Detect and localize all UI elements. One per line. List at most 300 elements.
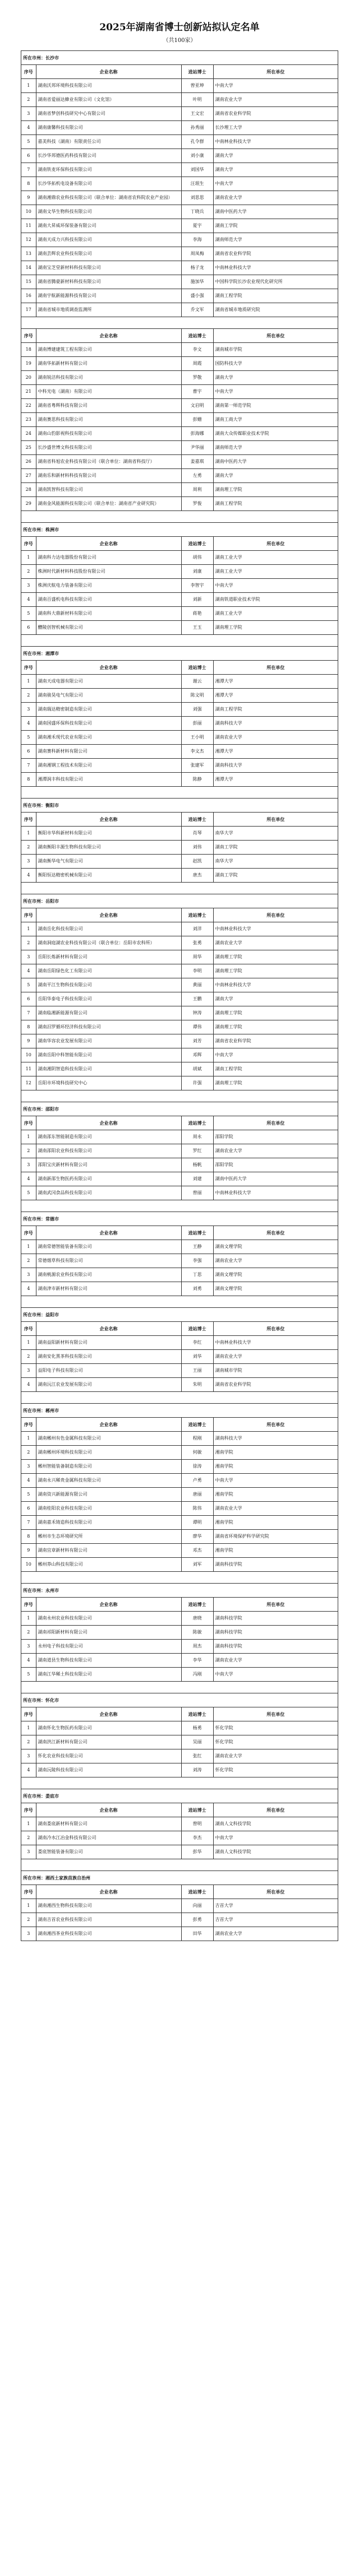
institution-name: 湘南学院 <box>213 1460 338 1474</box>
row-number: 18 <box>21 343 36 357</box>
row-number: 19 <box>21 357 36 371</box>
institution-name: 湖南农业大学 <box>213 1927 338 1941</box>
enterprise-name: 娄底智能装备有限公司 <box>36 1845 181 1859</box>
enterprise-name: 湖南吉首农业科技有限公司 <box>36 1913 181 1927</box>
institution-name: 中南大学 <box>213 579 338 593</box>
table-row <box>21 163 338 177</box>
table-row <box>21 1927 338 1941</box>
doctor-name: 李红 <box>181 1336 213 1350</box>
doctor-name: 丁晓兵 <box>181 205 213 219</box>
table-row <box>21 469 338 483</box>
enterprise-name: 湖南衡阳丰源生物科技有限公司 <box>36 841 181 855</box>
row-number: 21 <box>21 385 36 399</box>
table-row <box>21 219 338 233</box>
enterprise-name: 湖南宜章新材料有限公司 <box>36 1544 181 1558</box>
header-doctor: 进站博士 <box>181 908 213 922</box>
doctor-name: 盛小强 <box>181 289 213 303</box>
institution-name: 中南林业科技大学 <box>213 135 338 149</box>
row-number: 1 <box>21 1130 36 1144</box>
header-enterprise: 企业名称 <box>36 65 181 79</box>
doctor-name: 胡斌 <box>181 1062 213 1076</box>
header-institution: 所在单位 <box>213 1885 338 1899</box>
enterprise-name: 湖南省城市地质调查监测所 <box>36 303 181 317</box>
enterprise-name: 湖南文华生物科技有限公司 <box>36 205 181 219</box>
section-spacer <box>21 1572 338 1584</box>
table-row <box>21 1502 338 1516</box>
row-number: 5 <box>21 1668 36 1682</box>
header-doctor: 进站博士 <box>181 1803 213 1817</box>
column-header-row <box>21 1707 338 1721</box>
table-row <box>21 607 338 621</box>
row-number: 4 <box>21 1763 36 1777</box>
institution-name: 湖南大学 <box>213 992 338 1006</box>
section-spacer <box>21 511 338 523</box>
doctor-name: 王小明 <box>181 731 213 745</box>
column-header-row <box>21 1418 338 1432</box>
table-row <box>21 1378 338 1392</box>
doctor-name: 曾丽 <box>181 1186 213 1200</box>
table-row <box>21 247 338 261</box>
enterprise-name: 湖南郴州有色金属科技有限公司 <box>36 1432 181 1446</box>
header-doctor: 进站博士 <box>181 813 213 827</box>
table-row <box>21 1446 338 1460</box>
table-row <box>21 1488 338 1502</box>
table-row <box>21 1721 338 1735</box>
enterprise-name: 湖南芸辉农业科技有限公司 <box>36 247 181 261</box>
enterprise-name: 湖南宝芝堂新材料科技有限公司 <box>36 261 181 275</box>
header-enterprise: 企业名称 <box>36 1226 181 1240</box>
table-row <box>21 135 338 149</box>
section-city-label: 所在市州：邵阳市 <box>21 1102 338 1116</box>
table-row <box>21 689 338 703</box>
table-row <box>21 357 338 371</box>
doctor-name: 彭勇 <box>181 1913 213 1927</box>
doctor-name: 李强 <box>181 1254 213 1268</box>
enterprise-name: 湖南桃源农业科技有限公司 <box>36 1268 181 1282</box>
row-number: 23 <box>21 413 36 427</box>
table-row <box>21 759 338 773</box>
row-number: 4 <box>21 121 36 135</box>
doctor-name: 周永 <box>181 1130 213 1144</box>
enterprise-name: 长沙华邦德医药科技有限公司 <box>36 149 181 163</box>
row-number: 1 <box>21 922 36 936</box>
row-number: 1 <box>21 79 36 93</box>
doctor-name: 卢勇 <box>181 1474 213 1488</box>
table-row <box>21 1763 338 1777</box>
column-header-row <box>21 1598 338 1612</box>
table-row <box>21 950 338 964</box>
enterprise-name: 湖南新邵生物医药有限公司 <box>36 1172 181 1186</box>
table-row <box>21 579 338 593</box>
table-row <box>21 1817 338 1831</box>
enterprise-name: 湖南邵阳农业科技有限公司 <box>36 1144 181 1158</box>
doctor-name: 尹华丽 <box>181 441 213 455</box>
enterprise-name: 湖南永州农业科技有限公司 <box>36 1612 181 1626</box>
doctor-name: 文启明 <box>181 399 213 413</box>
enterprise-name: 湖南洞庭湖农业科技有限公司（联合单位：岳阳市农科所） <box>36 936 181 950</box>
spacer-cell <box>21 511 338 523</box>
column-header-row <box>21 329 338 343</box>
enterprise-name: 长沙盛世博文科技有限公司 <box>36 441 181 455</box>
doctor-name: 罗俊 <box>181 497 213 511</box>
institution-name: 中南林业科技大学 <box>213 261 338 275</box>
table-row <box>21 1282 338 1296</box>
enterprise-name: 湖南衡华电气有限公司 <box>36 855 181 869</box>
table-row <box>21 1899 338 1913</box>
institution-name: 湖南大学 <box>213 149 338 163</box>
institution-name: 中南大学 <box>213 1668 338 1682</box>
institution-name: 湖南人文科技学院 <box>213 1845 338 1859</box>
doctor-name: 罗红 <box>181 1144 213 1158</box>
doctor-name: 周霞 <box>181 357 213 371</box>
enterprise-name: 湖南祁阳新材料有限公司 <box>36 1626 181 1640</box>
table-row <box>21 1172 338 1186</box>
institution-name: 湖南文理学院 <box>213 1268 338 1282</box>
institution-name: 湖南科技学院 <box>213 1612 338 1626</box>
doctor-name: 陈文明 <box>181 689 213 703</box>
doctor-name: 刘建 <box>181 1172 213 1186</box>
section-spacer <box>21 1296 338 1308</box>
header-doctor: 进站博士 <box>181 1418 213 1432</box>
institution-name: 湘潭大学 <box>213 745 338 759</box>
table-row <box>21 869 338 883</box>
table-row <box>21 1158 338 1172</box>
enterprise-name: 湖南湘阴智造科技有限公司 <box>36 1062 181 1076</box>
institution-name: 湖南中医药大学 <box>213 455 338 469</box>
enterprise-name: 湖南冷水江冶金科技有限公司 <box>36 1831 181 1845</box>
row-number: 4 <box>21 964 36 978</box>
institution-name: 湖南科技学院 <box>213 1640 338 1654</box>
doctor-name: 向丽 <box>181 1899 213 1913</box>
doctor-name: 谢云 <box>181 675 213 689</box>
row-number: 10 <box>21 1048 36 1062</box>
row-number: 22 <box>21 399 36 413</box>
institution-name: 湖南理工学院 <box>213 621 338 635</box>
institution-name: 湖南工业大学 <box>213 551 338 565</box>
section-spacer <box>21 1392 338 1404</box>
section-header <box>21 799 338 813</box>
institution-name: 湖南大学 <box>213 163 338 177</box>
enterprise-name: 湖南安化黑茶科技有限公司 <box>36 1350 181 1364</box>
table-row <box>21 1749 338 1763</box>
enterprise-name: 湖南资兴新能源有限公司 <box>36 1488 181 1502</box>
section-city-label: 所在市州：永州市 <box>21 1584 338 1598</box>
table-row <box>21 441 338 455</box>
row-number: 3 <box>21 1268 36 1282</box>
row-number: 15 <box>21 275 36 289</box>
header-doctor: 进站博士 <box>181 1598 213 1612</box>
enterprise-name: 湖南省粤辉科技有限公司 <box>36 399 181 413</box>
doctor-name: 唐晓 <box>181 1612 213 1626</box>
section-header <box>21 1871 338 1885</box>
enterprise-name: 湖南山豹影视科技有限公司 <box>36 427 181 441</box>
table-row <box>21 483 338 497</box>
institution-name: 湖南省农业科学院 <box>213 1034 338 1048</box>
row-number: 11 <box>21 1062 36 1076</box>
doctor-name: 张勇 <box>181 936 213 950</box>
row-number: 2 <box>21 1350 36 1364</box>
institution-name: 湖南工程学院 <box>213 1062 338 1076</box>
document-subtitle: （共100家） <box>163 38 196 44</box>
row-number: 4 <box>21 593 36 607</box>
row-number: 2 <box>21 936 36 950</box>
row-number: 4 <box>21 1378 36 1392</box>
header-institution: 所在单位 <box>213 1116 338 1130</box>
doctor-name: 杨子龙 <box>181 261 213 275</box>
row-number: 8 <box>21 1020 36 1034</box>
institution-name: 湖南工商大学 <box>213 413 338 427</box>
row-number: 17 <box>21 303 36 317</box>
institution-name: 湖南人文科技学院 <box>213 1817 338 1831</box>
doctor-name: 彭丽 <box>181 717 213 731</box>
institution-name: 怀化学院 <box>213 1721 338 1735</box>
table-row <box>21 107 338 121</box>
row-number: 2 <box>21 689 36 703</box>
row-number: 29 <box>21 497 36 511</box>
row-number: 6 <box>21 1502 36 1516</box>
enterprise-name: 湖南湘钢工程技术有限公司 <box>36 759 181 773</box>
row-number: 3 <box>21 855 36 869</box>
spacer-cell <box>21 1392 338 1404</box>
enterprise-name: 湖南洪江新材料有限公司 <box>36 1735 181 1749</box>
row-number: 5 <box>21 978 36 992</box>
table-row <box>21 343 338 357</box>
header-enterprise: 企业名称 <box>36 813 181 827</box>
table-row <box>21 1460 338 1474</box>
table-row <box>21 1845 338 1859</box>
header-institution: 所在单位 <box>213 1322 338 1336</box>
doctor-name: 陈静 <box>181 773 213 787</box>
row-number: 25 <box>21 441 36 455</box>
table-row <box>21 1144 338 1158</box>
table-row <box>21 497 338 511</box>
row-number: 12 <box>21 233 36 247</box>
row-number: 9 <box>21 1544 36 1558</box>
institution-name: 湖南农业大学 <box>213 731 338 745</box>
enterprise-name: 湖南省爱丽达蜂业有限公司（文化馆） <box>36 93 181 107</box>
row-number: 5 <box>21 135 36 149</box>
header-doctor: 进站博士 <box>181 1322 213 1336</box>
institution-name: 湖南师范大学 <box>213 441 338 455</box>
header-no: 序号 <box>21 1322 36 1336</box>
section-city-label: 所在市州：益阳市 <box>21 1308 338 1322</box>
row-number: 4 <box>21 1654 36 1668</box>
doctor-name: 王静 <box>181 1240 213 1254</box>
doctor-name: 陈伟 <box>181 1502 213 1516</box>
section-city-label: 所在市州：长沙市 <box>21 51 338 65</box>
row-number: 5 <box>21 607 36 621</box>
institution-name: 湖南工程学院 <box>213 289 338 303</box>
table-row <box>21 593 338 607</box>
row-number: 5 <box>21 1488 36 1502</box>
table-row <box>21 233 338 247</box>
row-number: 8 <box>21 773 36 787</box>
doctor-name: 周杰 <box>181 1640 213 1654</box>
roster-table <box>21 50 338 1941</box>
table-row <box>21 455 338 469</box>
spacer-cell <box>21 883 338 894</box>
enterprise-name: 湖南岳化科技有限公司 <box>36 922 181 936</box>
column-header-row <box>21 908 338 922</box>
institution-name: 湘南学院 <box>213 1516 338 1530</box>
spacer-cell <box>21 1859 338 1871</box>
doctor-name: 乔文军 <box>181 303 213 317</box>
row-number: 12 <box>21 1076 36 1090</box>
enterprise-name: 湖南华容农业发展有限公司 <box>36 1034 181 1048</box>
table-row <box>21 565 338 579</box>
doctor-name: 周凤梅 <box>181 247 213 261</box>
row-number: 4 <box>21 1172 36 1186</box>
table-row <box>21 1474 338 1488</box>
enterprise-name: 湖南沃邦环境科技有限公司 <box>36 79 181 93</box>
table-row <box>21 978 338 992</box>
header-doctor: 进站博士 <box>181 1885 213 1899</box>
row-number: 3 <box>21 1460 36 1474</box>
enterprise-name: 中科光电（湖南）有限公司 <box>36 385 181 399</box>
row-number: 6 <box>21 149 36 163</box>
institution-name: 邵阳学院 <box>213 1130 338 1144</box>
institution-name: 中南林业科技大学 <box>213 922 338 936</box>
row-number: 1 <box>21 1899 36 1913</box>
header-no: 序号 <box>21 1418 36 1432</box>
doctor-name: 姜嘉琪 <box>181 455 213 469</box>
institution-name: 湘南学院 <box>213 1544 338 1558</box>
table-row <box>21 1640 338 1654</box>
enterprise-name: 湖南津市新材料有限公司 <box>36 1282 181 1296</box>
institution-name: 湘南学院 <box>213 1488 338 1502</box>
section-spacer <box>21 787 338 799</box>
enterprise-name: 湘潭润丰科技有限公司 <box>36 773 181 787</box>
doctor-name: 杨勇 <box>181 1721 213 1735</box>
enterprise-name: 邵阳宝庆新材料有限公司 <box>36 1158 181 1172</box>
section-header <box>21 523 338 537</box>
institution-name: 湖南农业大学 <box>213 1144 338 1158</box>
column-header-row <box>21 1226 338 1240</box>
doctor-name: 王玉 <box>181 621 213 635</box>
institution-name: 湖南铁道职业技术学院 <box>213 593 338 607</box>
header-enterprise: 企业名称 <box>36 537 181 551</box>
row-number: 2 <box>21 1913 36 1927</box>
header-enterprise: 企业名称 <box>36 1116 181 1130</box>
table-row <box>21 1186 338 1200</box>
header-no: 序号 <box>21 661 36 675</box>
institution-name: 湖南中医药大学 <box>213 205 338 219</box>
doctor-name: 汪珉生 <box>181 177 213 191</box>
row-number: 1 <box>21 1612 36 1626</box>
column-header-row <box>21 661 338 675</box>
section-header <box>21 1789 338 1803</box>
enterprise-name: 湖南汨罗循环经济科技有限公司 <box>36 1020 181 1034</box>
doctor-name: 田华 <box>181 1927 213 1941</box>
institution-name: 中南大学 <box>213 177 338 191</box>
document-title: 2025年湖南省博士创新站拟认定名单 <box>99 22 260 33</box>
enterprise-name: 湖南临湘新能源有限公司 <box>36 1006 181 1020</box>
institution-name: 湖南农业大学 <box>213 1502 338 1516</box>
doctor-name: 廖华 <box>181 1530 213 1544</box>
table-row <box>21 1612 338 1626</box>
enterprise-name: 湖南科大鼎新材料有限公司 <box>36 607 181 621</box>
section-spacer <box>21 1090 338 1102</box>
enterprise-name: 湖南百盛机电科技有限公司 <box>36 593 181 607</box>
header-no: 序号 <box>21 1803 36 1817</box>
doctor-name: 刘华 <box>181 1350 213 1364</box>
institution-name: 邵阳学院 <box>213 1158 338 1172</box>
table-row <box>21 1020 338 1034</box>
doctor-name: 彭海娜 <box>181 427 213 441</box>
doctor-name: 何敏 <box>181 1446 213 1460</box>
enterprise-name: 湖南金风能源科技有限公司（联合单位：湖南省产业研究院） <box>36 497 181 511</box>
enterprise-name: 长沙华拓机电设备有限公司 <box>36 177 181 191</box>
enterprise-name: 湖南沅陵科技有限公司 <box>36 1763 181 1777</box>
institution-name: 湖南省农业科学院 <box>213 247 338 261</box>
table-row <box>21 261 338 275</box>
enterprise-name: 怀化农业科技有限公司 <box>36 1749 181 1763</box>
institution-name: 湖南城市学院 <box>213 343 338 357</box>
row-number: 3 <box>21 1927 36 1941</box>
table-row <box>21 1254 338 1268</box>
enterprise-name: 湖南国盛环保科技有限公司 <box>36 717 181 731</box>
doctor-name: 邓辉 <box>181 1048 213 1062</box>
table-row <box>21 1048 338 1062</box>
doctor-name: 李海 <box>181 233 213 247</box>
column-header-row <box>21 813 338 827</box>
row-number: 1 <box>21 551 36 565</box>
doctor-name: 张建军 <box>181 759 213 773</box>
doctor-name: 彭姗 <box>181 413 213 427</box>
table-row <box>21 413 338 427</box>
row-number: 8 <box>21 1530 36 1544</box>
doctor-name: 罗敬 <box>181 371 213 385</box>
institution-name: 长沙理工大学 <box>213 121 338 135</box>
enterprise-name: 湖南武冈食品科技有限公司 <box>36 1186 181 1200</box>
row-number: 1 <box>21 1721 36 1735</box>
column-header-row <box>21 537 338 551</box>
row-number: 2 <box>21 1735 36 1749</box>
institution-name: 湖南文理学院 <box>213 1240 338 1254</box>
row-number: 7 <box>21 163 36 177</box>
doctor-name: 冯刚 <box>181 1668 213 1682</box>
header-enterprise: 企业名称 <box>36 661 181 675</box>
row-number: 3 <box>21 1845 36 1859</box>
row-number: 2 <box>21 565 36 579</box>
table-row <box>21 992 338 1006</box>
institution-name: 中南林业科技大学 <box>213 1186 338 1200</box>
enterprise-name: 湖南科力达电器股份有限公司 <box>36 551 181 565</box>
institution-name: 湘潭大学 <box>213 675 338 689</box>
header-enterprise: 企业名称 <box>36 908 181 922</box>
institution-name: 南华大学 <box>213 855 338 869</box>
header-no: 序号 <box>21 1598 36 1612</box>
doctor-name: 刘国华 <box>181 163 213 177</box>
doctor-name: 刘思思 <box>181 191 213 205</box>
row-number: 2 <box>21 841 36 855</box>
table-row <box>21 149 338 163</box>
doctor-name: 李文杰 <box>181 745 213 759</box>
doctor-name: 刘小康 <box>181 149 213 163</box>
institution-name: 中南大学 <box>213 1831 338 1845</box>
row-number: 3 <box>21 950 36 964</box>
enterprise-name: 湖南省梦创科技研究中心有限公司 <box>36 107 181 121</box>
institution-name: 湖南工程学院 <box>213 497 338 511</box>
enterprise-name: 湖南骏昊电气有限公司 <box>36 689 181 703</box>
institution-name: 湖南工程学院 <box>213 703 338 717</box>
doctor-name: 刘芳 <box>181 1034 213 1048</box>
institution-name: 国防科技大学 <box>213 357 338 371</box>
row-number: 1 <box>21 1336 36 1350</box>
row-number: 7 <box>21 759 36 773</box>
enterprise-name: 湖南铁麦环保科技有限公司 <box>36 163 181 177</box>
section-header <box>21 1102 338 1116</box>
